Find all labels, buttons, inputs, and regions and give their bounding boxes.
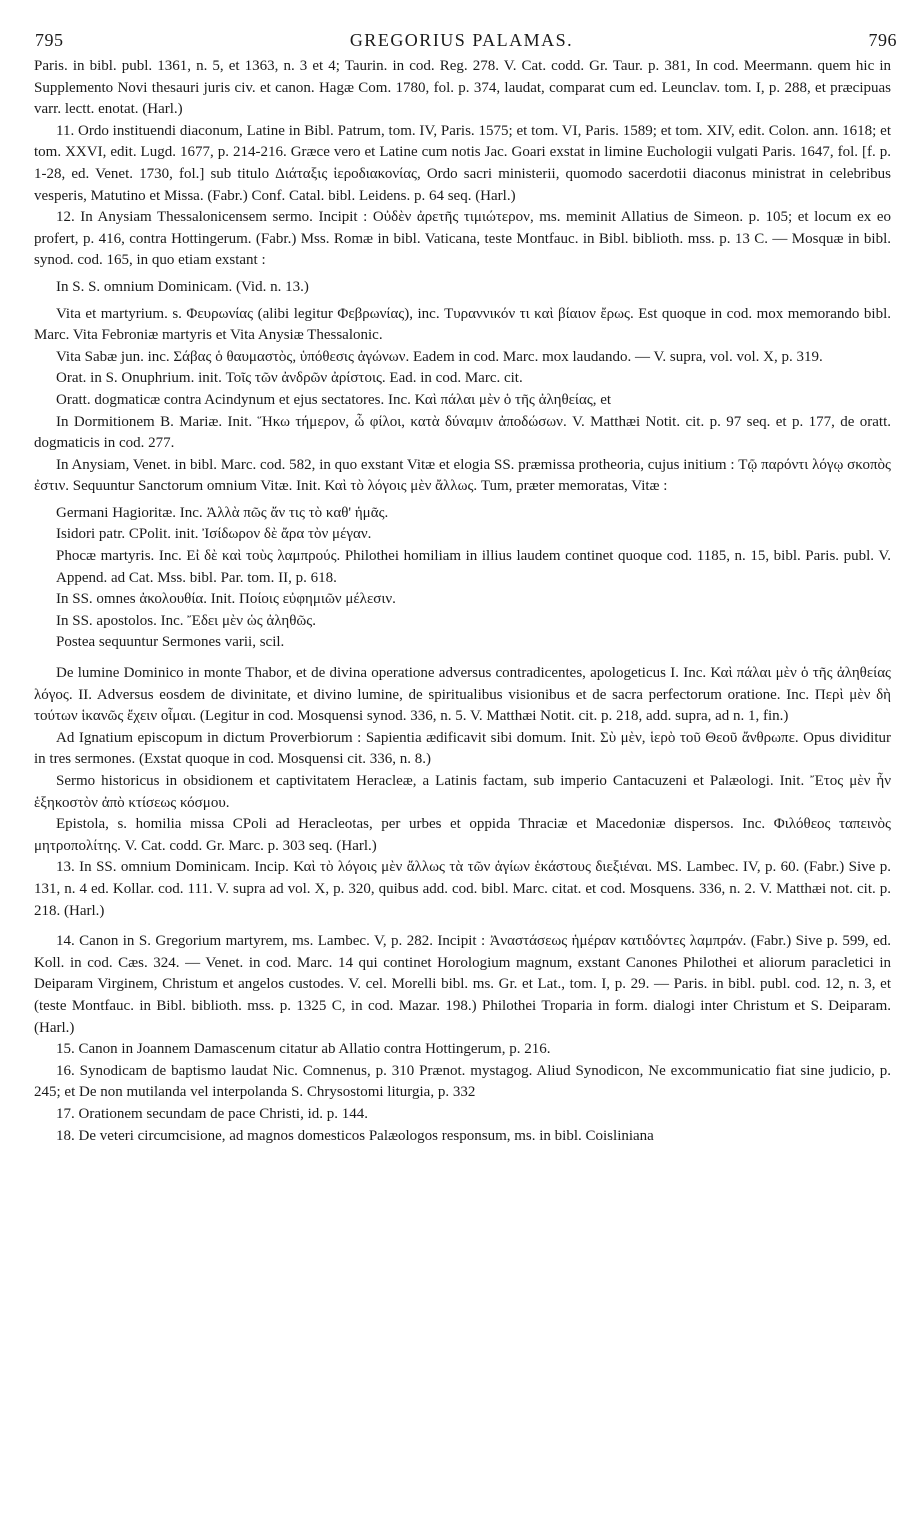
page-body (34, 56, 891, 1147)
paragraph: Germani Hagioritæ. Inc. Ἀλλὰ πῶς ἄν τις τὸ καθ' ἡμᾶς. (56, 504, 389, 521)
paragraph: Vita et martyrium. s. Φευρωνίας (alibi legitur Φεβρωνίας), inc. Τυραννικόν τι καὶ βίαιον ἔρως. Est quoque in cod. mox memorando bibl. Marc. Vita Febroniæ martyris et Vita Anysiæ Thessalonic. (34, 305, 891, 344)
paragraph: In Dormitionem B. Mariæ. Init. Ἥκω τήμερον, ὦ φίλοι, κατὰ δύναμιν ἀποδώσων. V. Matthæi Notit. cit. p. 97 seq. et p. 177, de oratt. dogmaticis in cod. 277. (34, 413, 891, 452)
paragraph: Phocæ martyris. Inc. Εἰ δὲ καὶ τοὺς λαμπρούς. Philothei homiliam in illius laudem continet quoque cod. 1185, n. 15, bibl. Paris. publ. V. Append. ad Cat. Mss. bibl. Par. tom. II, p. 618. (56, 548, 891, 586)
paragraph: 11. Ordo instituendi diaconum, Latine in Bibl. Patrum, tom. IV, Paris. 1575; et tom. VI, Paris. 1589; et tom. XIV, edit. Colon. ann. 1618; et tom. XXVI, edit. Lugd. 1677, p. 214-216. Græce vero et Latine cum notis Jac. Goari exstat in limine Euchologii vulgati Paris. 1647, fol. [f. p. 1-28, ed. Venet. 1730, fol.] sub titulo Διάταξις ἱεροδιακονίας, Ordo sacri ministerii, quomodo sacerdotii diaconus ministrat in celebribus vesperis, Matutino et Missa. (Fabr.) Conf. Catal. bibl. Leidens. p. 64 seq. (Harl.) (34, 122, 891, 204)
paragraph: De lumine Dominico in monte Thabor, et de divina operatione adversus contradicentes, apologeticus I. Inc. Καὶ πάλαι μὲν ὁ τῆς ἀληθείας λόγος. II. Adversus eosdem de divinitate, et divino lumine, de spiritualibus visionibus et de sacra perfectorum oratione. Inc. Περὶ μὲν δὴ τούτων ἱκανῶς ἔχειν οἶμαι. (Legitur in cod. Mosquensi synod. 336, n. 5. V. Matthæi Notit. cit. p. 218, add. supra, ad n. 1, fin.) (34, 665, 891, 725)
paragraph: Sermo historicus in obsidionem et captivitatem Heracleæ, a Latinis factam, sub imperio Cantacuzeni et Palæologi. Init. Ἔτος μὲν ἦν ἑξηκοστὸν ἀπὸ κτίσεως κόσμου. (34, 773, 891, 811)
paragraph: 16. Synodicam de baptismo laudat Nic. Comnenus, p. 310 Prænot. mystagog. Aliud Synodicon, Ne excommunicatio fiat sine judicio, p. 245; et De non mutilanda vel interpolanda S. Chrysostomi liturgia, p. 332 (34, 1062, 891, 1101)
paragraph: 12. In Anysiam Thessalonicensem sermo. Incipit : Οὐδὲν ἀρετῆς τιμιώτερον, ms. meminit Allatius de Simeon. p. 105; et locum ex eo profert, p. 416, contra Hottingerum. (Fabr.) Mss. Romæ in bibl. Vaticana, teste Montfauc. in Bibl. biblioth. mss. p. 13 C. — Mosquæ in bibl. synod. cod. 165, in quo etiam exstant : (34, 209, 891, 269)
paragraph: 17. Orationem secundam de pace Christi, id. p. 144. (56, 1105, 369, 1122)
paragraph: Ad Ignatium episcopum in dictum Proverbiorum : Sapientia ædificavit sibi domum. Init. Σὺ μὲν, ἱερὸ τοῦ Θεοῦ ἄνθρωπε. Opus dividitur in tres sermones. (Exstat quoque in cod. Mosquensi cit. 336, n. 8.) (34, 729, 891, 768)
paragraph: Epistola, s. homilia missa CPoli ad Heracleotas, per urbes et oppida Thraciæ et Macedoniæ dispersos. Inc. Φιλόθεος ταπεινὸς μητροπολίτης. V. Cat. codd. Gr. Marc. p. 303 seq. (Harl.) (34, 816, 891, 854)
paragraph: Vita Sabæ jun. inc. Σάβας ὁ θαυμαστὸς, ὑπόθεσις ἀγώνων. Eadem in cod. Marc. mox laudando. — V. supra, vol. vol. X, p. 319. (56, 348, 823, 365)
running-header (0, 30, 923, 54)
paragraph: In SS. apostolos. Inc. Ἔδει μὲν ὡς ἀληθῶς. (56, 612, 316, 629)
paragraph: In S. S. omnium Dominicam. (Vid. n. 13.) (56, 278, 309, 295)
paragraph: In Anysiam, Venet. in bibl. Marc. cod. 582, in quo exstant Vitæ et elogia SS. præmissa protheoria, cujus initium : Τῷ παρόντι λόγῳ σκοπὸς ἐστιν. Sequuntur Sanctorum omnium Vitæ. Init. Καὶ τὸ λόγοις μὲν ἄλλως. Tum, præter memoratas, Vitæ : (34, 456, 891, 495)
paragraph: Isidori patr. CPolit. init. Ἰσίδωρον δὲ ἄρα τὸν μέγαν. (56, 526, 372, 543)
paragraph: Oratt. dogmaticæ contra Acindynum et ejus sectatores. Inc. Καὶ πάλαι μὲν ὁ τῆς ἀληθείας, et (56, 391, 612, 408)
paragraph: In SS. omnes ἀκολουθία. Init. Ποίοις εὐφημιῶν μέλεσιν. (56, 591, 396, 608)
paragraph: 14. Canon in S. Gregorium martyrem, ms. Lambec. V, p. 282. Incipit : Ἀναστάσεως ἡμέραν κατιδόντες λαμπράν. (Fabr.) Sive p. 599, ed. Koll. in cod. Cæs. 324. — Venet. in cod. Marc. 14 qui continet Horologium magnum, exstant Canones Philothei et aliorum paracletici in Deiparam Virginem, Christum et angelos custodes. V. cel. Morelli bibl. ms. Gr. et Lat., tom. I, p. 29. — Paris. in bibl. publ. cod. 12, n. 3, et (teste Montfauc. in Bibl. biblioth. mss. p. 1325 C, in cod. Mazar. 198.) Philothei Troparia in form. dialogi inter Christum et S. Deiparam. (Harl.) (34, 933, 891, 1036)
page-number-right: 796 (868, 30, 897, 50)
paragraph: 18. De veteri circumcisione, ad magnos domesticos Palæologos responsum, ms. in bibl. Coisliniana (56, 1127, 654, 1144)
paragraph: 13. In SS. omnium Dominicam. Incip. Καὶ τὸ λόγοις μὲν ἄλλως τὰ τῶν ἁγίων ἑκάστους διεξιέναι. MS. Lambec. IV, p. 60. (Fabr.) Sive p. 131, n. 4 ed. Kollar. cod. 111. V. supra ad vol. X, p. 320, quibus add. cod. bibl. Marc. citat. et cod. Mosquens. 336, n. 2. V. Matthæi not. cit. p. 218. (Harl.) (34, 859, 891, 919)
paragraph: Paris. in bibl. publ. 1361, n. 5, et 1363, n. 3 et 4; Taurin. in cod. Reg. 278. V. Cat. codd. Gr. Taur. p. 381, In cod. Meermann. quem hic in Supplemento Novi thesauri juris civ. et canon. Hagæ Com. 1780, fol. p. 374, laudat, comparat cum ed. Leunclav. tom. I, p. 288, et præcipuas varr. lectt. enotat. (Harl.) (34, 58, 891, 118)
paragraph: Orat. in S. Onuphrium. init. Τοῖς τῶν ἀνδρῶν ἀρίστοις. Ead. in cod. Marc. cit. (56, 370, 523, 387)
running-title: GREGORIUS PALAMAS. (349, 30, 574, 50)
paragraph: Postea sequuntur Sermones varii, scil. (56, 634, 285, 651)
paragraph: 15. Canon in Joannem Damascenum citatur ab Allatio contra Hottingerum, p. 216. (56, 1041, 551, 1058)
page-number-left: 795 (35, 30, 64, 50)
